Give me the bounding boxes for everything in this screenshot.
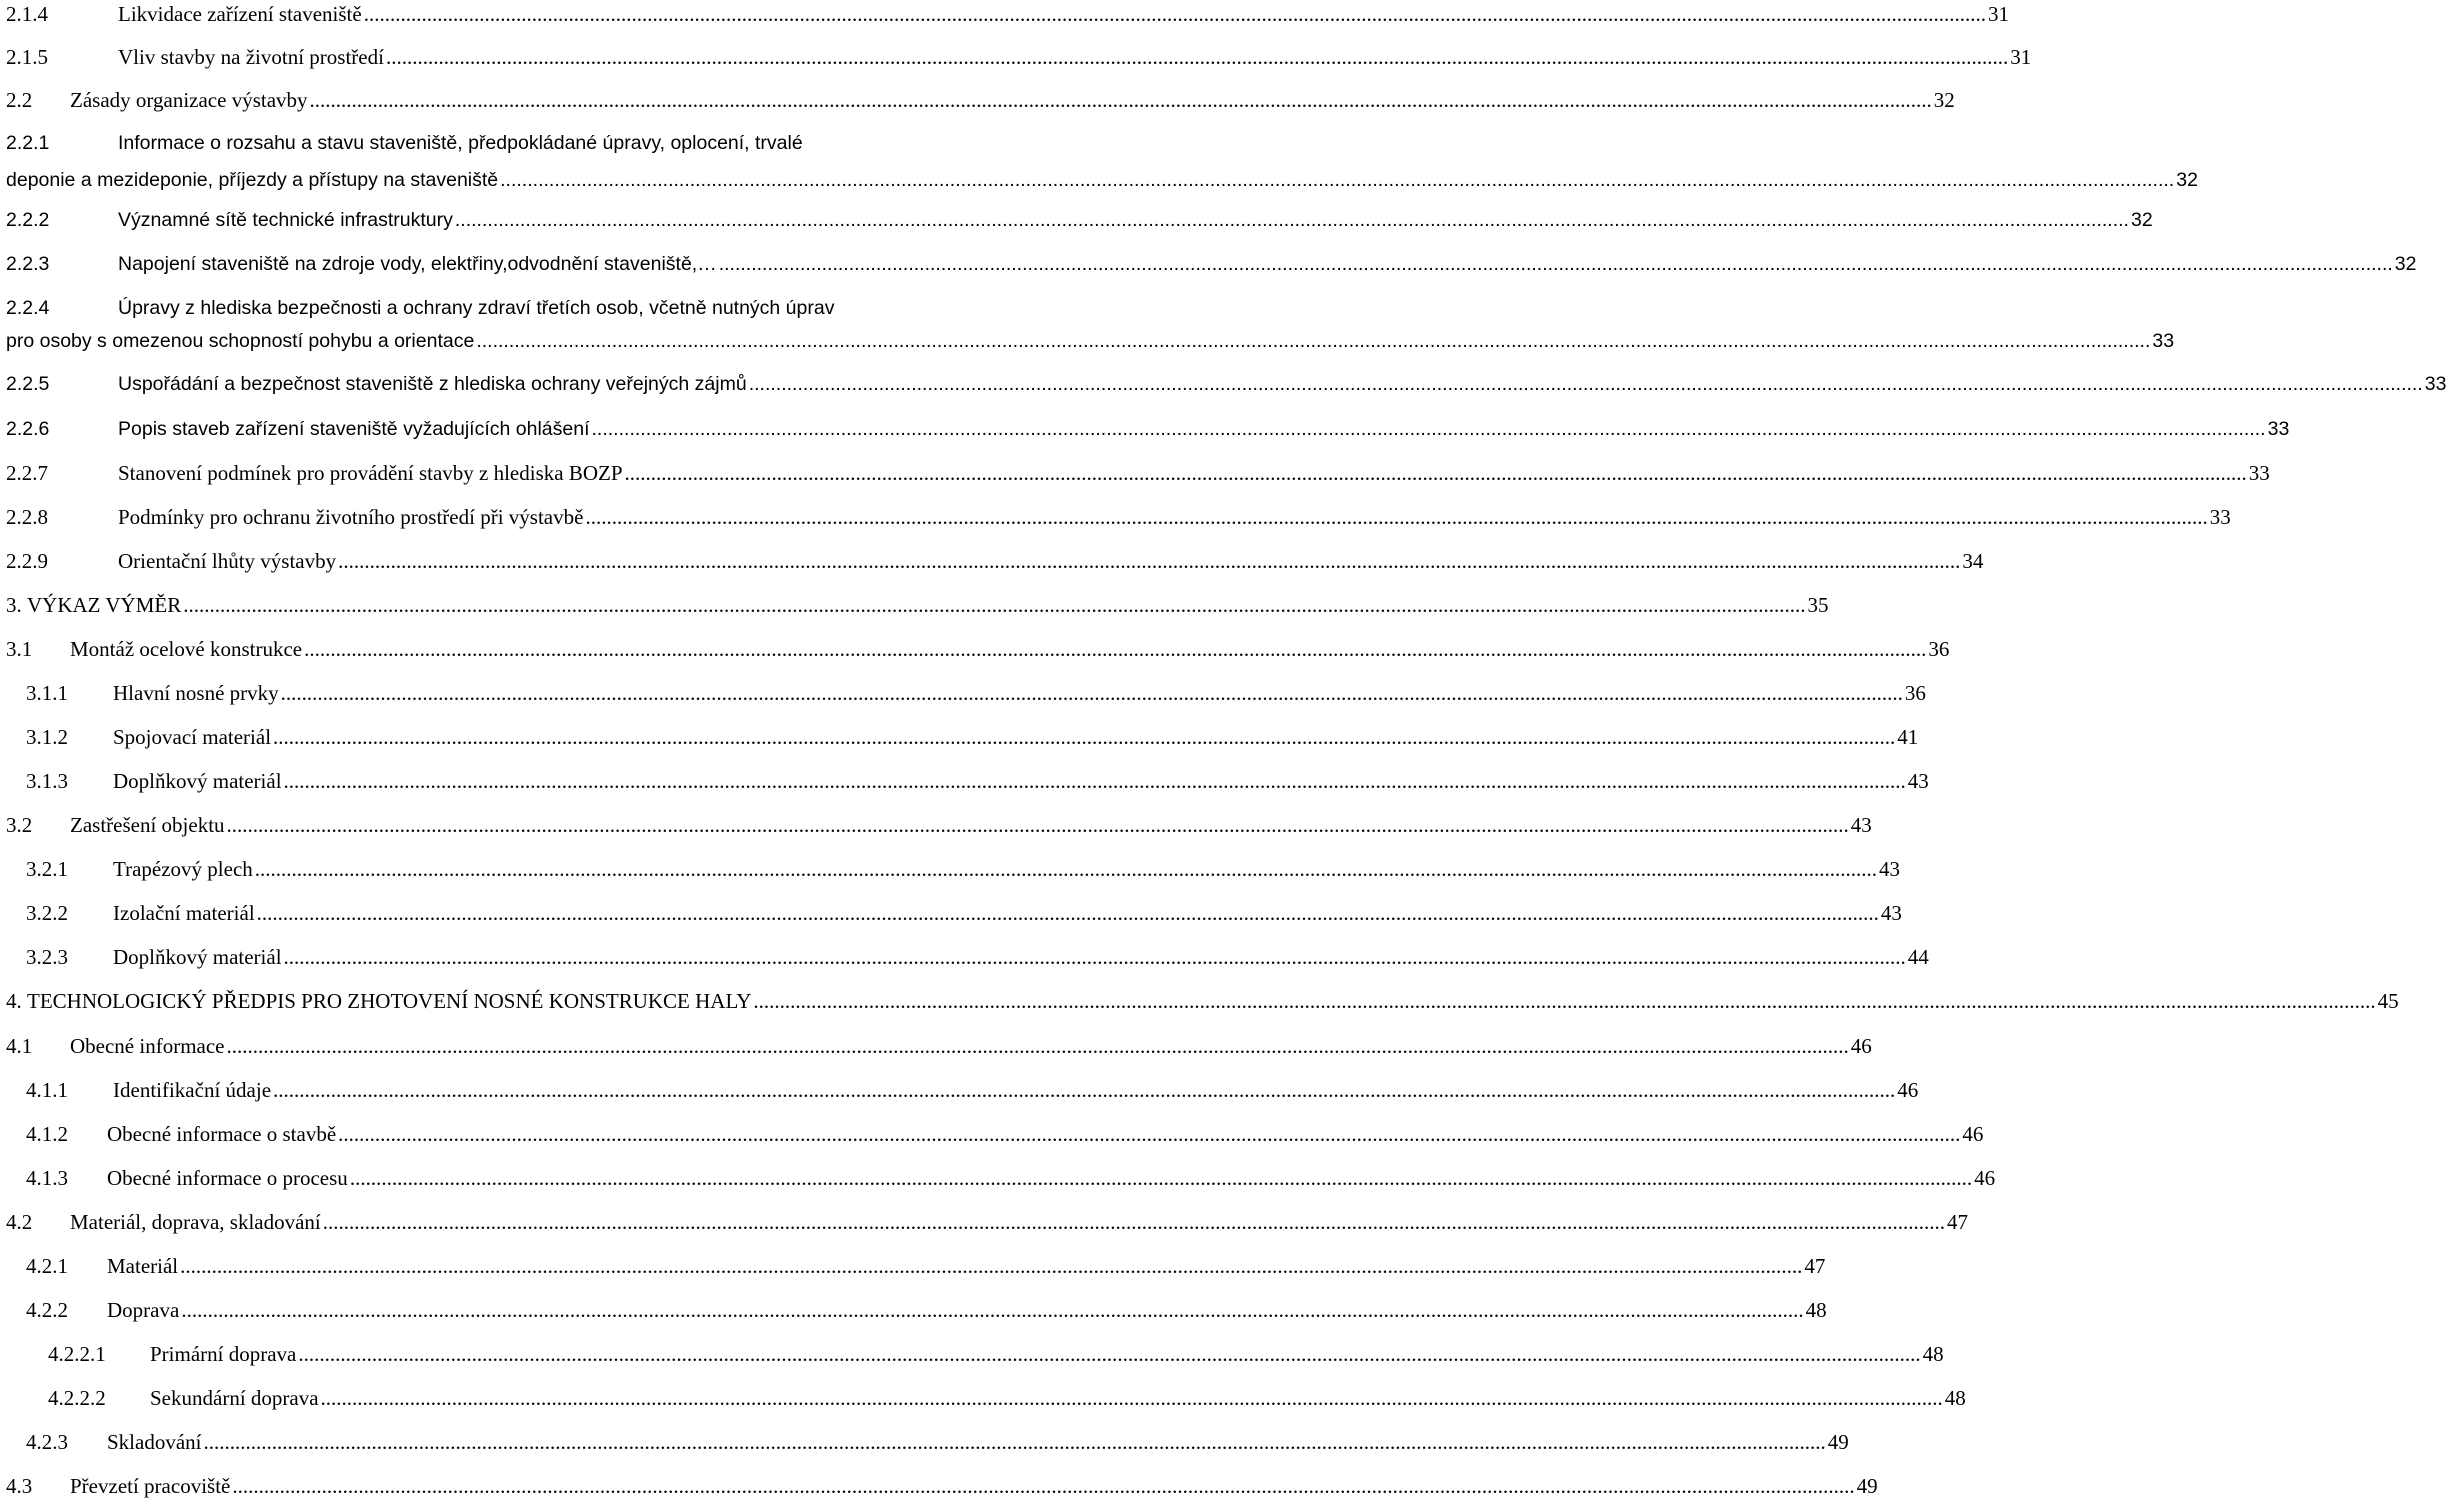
toc-entry[interactable] bbox=[26, 899, 1902, 927]
toc-entry-number: 4.3 bbox=[6, 1474, 33, 1498]
toc-entry[interactable] bbox=[6, 1472, 1878, 1500]
toc-entry-page: 43 bbox=[1880, 901, 1902, 925]
toc-entry-title: Primární doprava bbox=[150, 1342, 297, 1366]
toc-entry-title: Trapézový plech bbox=[113, 857, 253, 881]
toc-entry[interactable] bbox=[6, 503, 2231, 531]
toc-entry-number: 4.2.3 bbox=[26, 1430, 68, 1454]
toc-entry-page: 46 bbox=[1962, 1122, 1984, 1146]
toc-entry[interactable] bbox=[26, 1252, 1826, 1280]
toc-entry-number: 3. bbox=[6, 593, 22, 617]
toc-dot-leader bbox=[321, 1384, 1943, 1412]
toc-dot-leader bbox=[719, 250, 2393, 278]
toc-entry-title-first-line: Informace o rozsahu a stavu staveniště, předpokládané úpravy, oplocení, trvalé bbox=[118, 132, 803, 154]
toc-entry-title: Významné sítě technické infrastruktury bbox=[118, 209, 453, 231]
toc-entry-page: 36 bbox=[1928, 637, 1950, 661]
toc-entry-title: pro osoby s omezenou schopností pohybu a orientace bbox=[6, 330, 475, 352]
toc-entry[interactable] bbox=[6, 547, 1984, 575]
toc-entry-number: 2.2 bbox=[6, 88, 33, 112]
toc-dot-leader bbox=[227, 1032, 1849, 1060]
toc-entry-page: 49 bbox=[1827, 1430, 1849, 1454]
toc-dot-leader bbox=[204, 1428, 1826, 1456]
toc-entry[interactable] bbox=[6, 635, 1950, 663]
toc-entry-number: 4.1 bbox=[6, 1034, 33, 1058]
toc-entry-number: 2.2.7 bbox=[6, 461, 48, 485]
toc-entry[interactable] bbox=[6, 370, 2446, 398]
toc-entry-page: 47 bbox=[1947, 1210, 1968, 1234]
toc-entry[interactable] bbox=[26, 1296, 1827, 1324]
toc-entry-title: Identifikační údaje bbox=[113, 1078, 272, 1102]
toc-entry-page: 33 bbox=[2209, 505, 2231, 529]
toc-entry-page: 35 bbox=[1807, 593, 1829, 617]
toc-dot-leader bbox=[338, 1120, 1960, 1148]
toc-entry-page: 45 bbox=[2377, 989, 2399, 1013]
toc-entry[interactable] bbox=[6, 1032, 1872, 1060]
toc-entry-title: Orientační lhůty výstavby bbox=[118, 549, 337, 573]
toc-entry-number: 2.2.1 bbox=[6, 132, 50, 154]
toc-entry-title: Montáž ocelové konstrukce bbox=[70, 637, 303, 661]
toc-entry-title: Skladování bbox=[107, 1430, 202, 1454]
toc-entry-page: 31 bbox=[2010, 45, 2032, 69]
toc-entry[interactable] bbox=[26, 855, 1901, 883]
toc-entry[interactable] bbox=[6, 811, 1872, 839]
toc-dot-leader bbox=[585, 503, 2207, 531]
toc-entry-number: 4.1.3 bbox=[26, 1166, 68, 1190]
toc-entry-number: 3.2.2 bbox=[26, 901, 68, 925]
toc-entry[interactable] bbox=[6, 206, 2153, 234]
toc-entry[interactable] bbox=[26, 767, 1929, 795]
toc-entry-title: deponie a mezideponie, příjezdy a přístupy na staveniště bbox=[6, 169, 499, 191]
toc-dot-leader bbox=[350, 1164, 1972, 1192]
toc-dot-leader bbox=[304, 635, 1926, 663]
toc-entry-title: Obecné informace o stavbě bbox=[107, 1122, 337, 1146]
toc-entry-page: 49 bbox=[1856, 1474, 1878, 1498]
toc-entry-page: 43 bbox=[1850, 813, 1872, 837]
toc-entry-title: Podmínky pro ochranu životního prostředí při výstavbě bbox=[118, 505, 584, 529]
toc-entry-number: 3.2.1 bbox=[26, 857, 68, 881]
toc-entry-title-first-line: Úpravy z hlediska bezpečnosti a ochrany zdraví třetích osob, včetně nutných úprav bbox=[118, 297, 835, 319]
toc-entry-page: 32 bbox=[1933, 88, 1955, 112]
toc-entry-page: 41 bbox=[1897, 725, 1919, 749]
toc-dot-leader bbox=[625, 459, 2247, 487]
toc-dot-leader bbox=[753, 987, 2375, 1015]
toc-entry-number: 3.1 bbox=[6, 637, 33, 661]
toc-entry-number: 2.2.3 bbox=[6, 253, 50, 275]
toc-entry[interactable] bbox=[48, 1384, 1966, 1412]
toc-entry[interactable] bbox=[26, 1428, 1849, 1456]
toc-entry-number: 3.1.1 bbox=[26, 681, 68, 705]
toc-dot-leader bbox=[281, 679, 1903, 707]
toc-dot-leader bbox=[592, 415, 2266, 443]
toc-entry-page: 32 bbox=[2130, 209, 2153, 231]
toc-entry[interactable] bbox=[26, 1120, 1984, 1148]
toc-entry[interactable] bbox=[6, 459, 2270, 487]
toc-entry-title: TECHNOLOGICKÝ PŘEDPIS PRO ZHOTOVENÍ NOSNÉ KONSTRUKCE HALY bbox=[27, 989, 752, 1013]
toc-dot-leader bbox=[181, 1296, 1803, 1324]
toc-entry-title: Obecné informace bbox=[70, 1034, 225, 1058]
toc-entry-number: 4.2 bbox=[6, 1210, 33, 1234]
toc-dot-leader bbox=[180, 1252, 1802, 1280]
toc-entry-page: 33 bbox=[2152, 330, 2175, 352]
toc-entry-page: 36 bbox=[1904, 681, 1926, 705]
toc-entry-title: Napojení staveniště na zdroje vody, elektřiny,odvodnění staveniště,… bbox=[118, 253, 717, 275]
toc-entry-number: 2.2.4 bbox=[6, 297, 50, 319]
toc-entry-number: 3.2.3 bbox=[26, 945, 68, 969]
toc-entry[interactable] bbox=[6, 0, 2009, 28]
toc-entry-number: 3.1.3 bbox=[26, 769, 68, 793]
toc-entry[interactable] bbox=[48, 1340, 1944, 1368]
toc-entry-title: Materiál bbox=[107, 1254, 179, 1278]
toc-dot-leader bbox=[338, 547, 1960, 575]
toc-entry-title: Zásady organizace výstavby bbox=[70, 88, 308, 112]
toc-entry-page: 48 bbox=[1805, 1298, 1827, 1322]
toc-dot-leader bbox=[386, 43, 2008, 71]
toc-entry-title: Doprava bbox=[107, 1298, 180, 1322]
toc-entry-title: Hlavní nosné prvky bbox=[113, 681, 279, 705]
toc-entry-number: 4.2.2.2 bbox=[48, 1386, 106, 1410]
toc-entry[interactable] bbox=[26, 1076, 1919, 1104]
toc-dot-leader bbox=[273, 1076, 1895, 1104]
toc-dot-leader bbox=[455, 206, 2129, 234]
toc-entry-number: 4.2.1 bbox=[26, 1254, 68, 1278]
toc-entry-page: 32 bbox=[2394, 253, 2417, 275]
toc-entry-page: 46 bbox=[1850, 1034, 1872, 1058]
toc-entry[interactable] bbox=[26, 723, 1919, 751]
toc-entry-page: 48 bbox=[1944, 1386, 1966, 1410]
toc-entry-number: 4. bbox=[6, 989, 22, 1013]
toc-entry-number: 4.2.2.1 bbox=[48, 1342, 106, 1366]
toc-dot-leader bbox=[364, 0, 1986, 28]
toc-entry-page: 43 bbox=[1907, 769, 1929, 793]
toc-entry-title: Vliv stavby na životní prostředí bbox=[118, 45, 384, 69]
toc-entry-number: 4.2.2 bbox=[26, 1298, 68, 1322]
toc-dot-leader bbox=[476, 327, 2150, 355]
toc-entry-title: Izolační materiál bbox=[113, 901, 255, 925]
toc-entry-title: Převzetí pracoviště bbox=[70, 1474, 231, 1498]
toc-entry[interactable] bbox=[6, 43, 2032, 71]
toc-entry-page: 48 bbox=[1922, 1342, 1944, 1366]
toc-entry-title: VÝKAZ VÝMĚR bbox=[27, 593, 182, 617]
toc-entry[interactable] bbox=[26, 1164, 1996, 1192]
toc-entry-number: 2.2.9 bbox=[6, 549, 48, 573]
toc-entry-title: Uspořádání a bezpečnost staveniště z hlediska ochrany veřejných zájmů bbox=[118, 373, 747, 395]
toc-entry-number: 4.1.1 bbox=[26, 1078, 68, 1102]
toc-entry-number: 2.1.4 bbox=[6, 2, 48, 26]
toc-entry-title: Sekundární doprava bbox=[150, 1386, 319, 1410]
toc-entry[interactable] bbox=[6, 294, 2175, 355]
toc-dot-leader bbox=[255, 855, 1877, 883]
toc-entry-number: 2.2.2 bbox=[6, 209, 50, 231]
toc-entry-page: 32 bbox=[2176, 169, 2198, 191]
toc-entry-page: 43 bbox=[1879, 857, 1901, 881]
toc-entry-title: Popis staveb zařízení staveniště vyžadujících ohlášení bbox=[118, 418, 590, 440]
toc-entry-title: Likvidace zařízení staveniště bbox=[118, 2, 362, 26]
toc-entry[interactable] bbox=[6, 86, 1955, 114]
toc-dot-leader bbox=[500, 166, 2174, 194]
toc-entry[interactable] bbox=[26, 679, 1926, 707]
toc-entry-page: 46 bbox=[1897, 1078, 1919, 1102]
toc-dot-leader bbox=[284, 767, 1906, 795]
toc-entry-number: 2.2.5 bbox=[6, 373, 50, 395]
toc-entry-number: 2.1.5 bbox=[6, 45, 48, 69]
toc-dot-leader bbox=[323, 1208, 1945, 1236]
toc-dot-leader bbox=[273, 723, 1895, 751]
toc-entry-page: 44 bbox=[1907, 945, 1929, 969]
toc-dot-leader bbox=[749, 370, 2423, 398]
toc-dot-leader bbox=[310, 86, 1932, 114]
toc-entry-title: Doplňkový materiál bbox=[113, 945, 282, 969]
toc-entry-title: Zastřešení objektu bbox=[70, 813, 225, 837]
toc-entry-number: 3.1.2 bbox=[26, 725, 68, 749]
toc-entry[interactable] bbox=[6, 987, 2399, 1015]
toc-dot-leader bbox=[284, 943, 1906, 971]
toc-dot-leader bbox=[257, 899, 1879, 927]
toc-entry-page: 34 bbox=[1962, 549, 1984, 573]
toc-entry[interactable] bbox=[6, 129, 2198, 194]
toc-entry-number: 2.2.6 bbox=[6, 418, 50, 440]
toc-entry-page: 33 bbox=[2424, 373, 2446, 395]
toc-entry[interactable] bbox=[6, 415, 2290, 443]
toc-dot-leader bbox=[227, 811, 1849, 839]
toc-entry-page: 47 bbox=[1804, 1254, 1826, 1278]
toc-entry[interactable] bbox=[6, 250, 2417, 278]
toc-dot-leader bbox=[183, 591, 1805, 619]
toc-entry-number: 4.1.2 bbox=[26, 1122, 68, 1146]
toc-entry[interactable] bbox=[6, 1208, 1968, 1236]
toc-entry-title: Materiál, doprava, skladování bbox=[70, 1210, 321, 1234]
toc-entry-page: 46 bbox=[1974, 1166, 1996, 1190]
toc-entry-title: Doplňkový materiál bbox=[113, 769, 282, 793]
toc-entry[interactable] bbox=[6, 591, 1829, 619]
toc-entry-number: 2.2.8 bbox=[6, 505, 48, 529]
toc-entry-title: Obecné informace o procesu bbox=[107, 1166, 348, 1190]
toc-entry-page: 31 bbox=[1987, 2, 2009, 26]
toc-entry[interactable] bbox=[26, 943, 1929, 971]
toc-entry-number: 3.2 bbox=[6, 813, 33, 837]
toc-entry-title: Stanovení podmínek pro provádění stavby z hlediska BOZP bbox=[118, 461, 623, 485]
toc-entry-page: 33 bbox=[2267, 418, 2290, 440]
toc-dot-leader bbox=[232, 1472, 1854, 1500]
toc-dot-leader bbox=[298, 1340, 1920, 1368]
toc-entry-title: Spojovací materiál bbox=[113, 725, 272, 749]
toc-entry-page: 33 bbox=[2248, 461, 2270, 485]
